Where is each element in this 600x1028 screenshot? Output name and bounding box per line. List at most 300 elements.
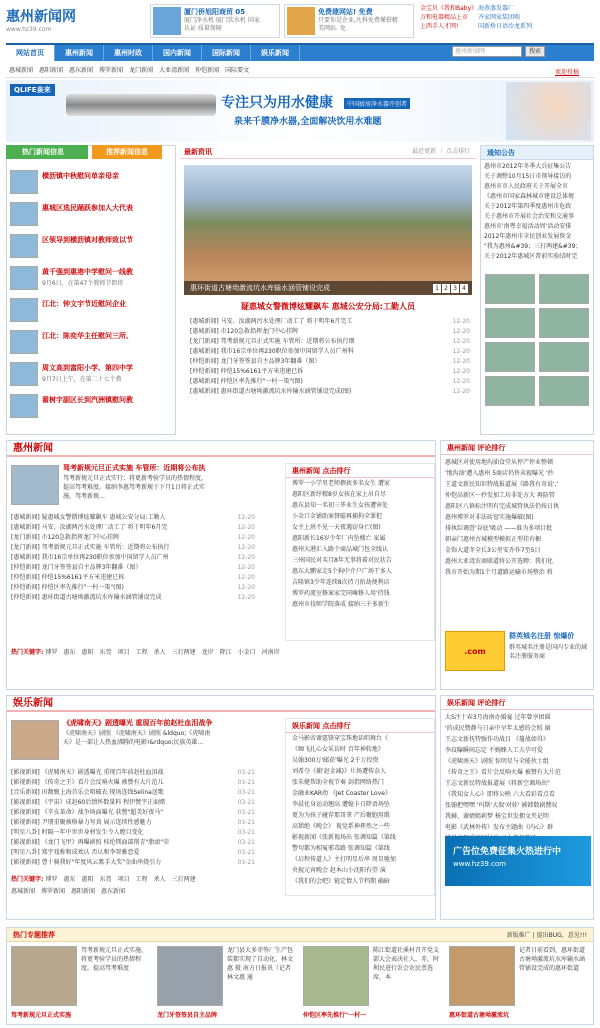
thumbnail bbox=[157, 946, 223, 1006]
rank-item[interactable]: 惠阳区八镇标注明有完成城管执法仍按日执 bbox=[445, 503, 560, 510]
keyword-link[interactable]: 东莞 bbox=[99, 876, 112, 883]
item-date: 03-21 bbox=[237, 849, 255, 856]
list-item[interactable] bbox=[190, 357, 470, 367]
thumbnail bbox=[10, 266, 38, 290]
topic-summary: 陈江街道社溪村召开党支部大会表决社人，赤，时利民进行农会农民票选席，本 bbox=[373, 947, 440, 981]
item-date: 03-21 bbox=[237, 769, 255, 776]
rank-item[interactable]: 博罗药流室修案家完同嘛修人用'持钱 bbox=[292, 590, 390, 597]
list-item[interactable] bbox=[11, 788, 255, 798]
item-date: 03-21 bbox=[237, 829, 255, 836]
item-title: [仲恺新闻] 仲恺15%6161平方米违建已拆 bbox=[190, 368, 304, 375]
item-title: [龙门新闻] 驾考新规元旦正式实施 车管所：近期将公布执行细 bbox=[190, 338, 355, 345]
thumbnail bbox=[10, 330, 38, 354]
list-item[interactable] bbox=[190, 337, 470, 347]
item-date: 03-21 bbox=[237, 799, 255, 806]
notice-image[interactable] bbox=[485, 308, 535, 338]
rank-item[interactable]: 惠州博罗对非法砖窑实施爆破(图) bbox=[445, 514, 534, 521]
notice-item[interactable]: 《惠州市国家森林城市建设总体规 bbox=[484, 193, 575, 200]
domain-ad-image[interactable]: .com bbox=[445, 631, 505, 671]
top-ad-2[interactable] bbox=[284, 4, 414, 38]
list-item[interactable] bbox=[11, 838, 255, 848]
header bbox=[0, 0, 600, 43]
nav-huizhou[interactable]: 惠州新闻 bbox=[55, 45, 104, 61]
rank-item[interactable]: 排执综调查'谷底'吸动 ——谁为多项目批 bbox=[445, 525, 553, 532]
list-item[interactable] bbox=[11, 858, 255, 868]
item-title: [惠城新闻] 疑惠城女警微博炫耀飙车 惠城公安分局:工勤人 bbox=[11, 514, 166, 521]
section-title: 娱乐新闻 bbox=[7, 696, 435, 712]
hot-title: 翟树宇副区长到汽洲镇慰问教 bbox=[42, 396, 133, 404]
rank-item[interactable]: 李晨化身运动翘高 遭媳卡日降语场坠 bbox=[292, 801, 390, 808]
notice-item[interactable]: "我为惠州&#39；三打两建&#39； bbox=[484, 243, 582, 250]
hot-title: 区领导到横沥镇对教师致以节 bbox=[42, 236, 133, 244]
rank-item[interactable]: 惠东县知一名初三毕业生女孩遭害处 bbox=[292, 502, 389, 509]
rank-item[interactable]: 王道文新民知识特战报道展《路我有奇说',' bbox=[445, 481, 559, 488]
keyword-link[interactable]: 惠阳 bbox=[81, 649, 94, 656]
thumbnail bbox=[11, 465, 59, 505]
rank-item[interactable]: 《虎啸南天》剧照 惊明星与全能伙士组 bbox=[445, 758, 549, 765]
top-link[interactable]: 万和电器精品上市 bbox=[420, 14, 469, 21]
entertainment-list bbox=[11, 768, 255, 868]
top-link[interactable]: 海燕蒸发器厂 bbox=[478, 5, 515, 12]
keyword-link[interactable]: 博罗 bbox=[45, 649, 58, 656]
hot-item[interactable] bbox=[10, 202, 170, 234]
item-date: 03-21 bbox=[237, 859, 255, 866]
rank-item[interactable]: 三州国民对买月8年无事将着对民状告 bbox=[292, 557, 392, 564]
keyword-link[interactable]: 杀人 bbox=[153, 649, 166, 656]
item-title: [影视新闻] 《龙门飞甲》再曝剧照 桂纶镁面部削青"脂滚"荣 bbox=[11, 839, 170, 846]
subnav-item[interactable]: 龙门新闻 bbox=[129, 67, 154, 74]
list-item[interactable] bbox=[11, 583, 255, 593]
item-title: [惠城新闻] 市120急救指挥龙门中心挂牌 bbox=[190, 328, 299, 335]
item-date: 12-20 bbox=[237, 544, 255, 551]
rank-item[interactable]: 惠州市技师学院落成 接纳三千多新生 bbox=[292, 601, 390, 608]
subnav-item[interactable]: 仲恺新闻 bbox=[195, 67, 220, 74]
list-item[interactable] bbox=[190, 327, 470, 337]
rank-item[interactable]: 惠城区对使用地沟油食堂从停产停业整顿 bbox=[445, 459, 554, 466]
hot-title: 横沥镇中秋慰问单亲母亲 bbox=[42, 172, 119, 180]
keyword-link[interactable]: 三打两建 bbox=[171, 876, 196, 883]
item-date: 12-20 bbox=[237, 594, 255, 601]
recent-link[interactable]: 最近更新 bbox=[412, 148, 437, 155]
list-item[interactable] bbox=[11, 828, 255, 838]
top-ad-1[interactable] bbox=[150, 4, 280, 38]
rank-item[interactable]: 惠阳新长16岁少年厂内坠楼亡 家属 bbox=[292, 535, 386, 542]
rank-item[interactable]: 惠东大鹏家走5个狗中介户广场干多人 bbox=[292, 568, 392, 575]
thumbnail bbox=[449, 946, 515, 1006]
search-input[interactable]: 惠州新闻网 bbox=[452, 46, 522, 57]
featured-news[interactable] bbox=[11, 461, 211, 511]
topic-caption: 仲恺区率先推行"一村一 bbox=[303, 1012, 367, 1019]
thumbnail bbox=[10, 298, 38, 322]
notice-image[interactable] bbox=[539, 308, 589, 338]
page-dot[interactable]: 1 bbox=[433, 284, 441, 293]
item-title: [仲恺新闻] 惠环街道古塘坳激流坑水库输水涵管铺设完成 bbox=[11, 594, 162, 601]
nav-politics[interactable]: 惠州时政 bbox=[104, 45, 153, 61]
ad-image bbox=[287, 7, 315, 35]
huizhou-news-section bbox=[6, 440, 436, 690]
list-item[interactable] bbox=[11, 848, 255, 858]
notice-image[interactable] bbox=[539, 342, 589, 372]
subnav-item[interactable]: 大亚湾新闻 bbox=[159, 67, 190, 74]
nav-international[interactable]: 国际新闻 bbox=[202, 45, 251, 61]
rank-item[interactable]: 惠州大亚湾农商联道将公开选聘：我们化 bbox=[445, 558, 554, 565]
hot-item[interactable] bbox=[10, 298, 170, 330]
list-item[interactable] bbox=[11, 798, 255, 808]
item-title: [明星八卦] 郑宇戏称和成欢认 否认和李智雅恋爱 bbox=[11, 849, 140, 856]
item-title: [明星八卦] 时隔一年中世世身材发生令人瞠目变化 bbox=[11, 829, 144, 836]
ad-text: 只要你是企业,凡科免费懂搭精美网站. 免 bbox=[318, 17, 398, 32]
hot-title: 黄千强到惠港中学慰问一线教 bbox=[42, 268, 133, 276]
item-date: 12-20 bbox=[452, 388, 470, 395]
item-date: 12-20 bbox=[237, 514, 255, 521]
topic-summary: 记者日前看到，惠环街道古塘坳激流坑水库输水涵管铺设完成的惠环街道 bbox=[519, 947, 586, 972]
rank-item[interactable]: 我赫、谢婧嫣莉梦 杨宝世发拥文夹记明 bbox=[445, 813, 549, 820]
item-date: 03-21 bbox=[237, 819, 255, 826]
item-date: 12-20 bbox=[452, 378, 470, 385]
slide-caption: 惠环街道古塘坳激流坑水库输水涵管铺设完成 bbox=[184, 281, 472, 295]
page-dot[interactable]: 4 bbox=[460, 284, 468, 293]
thumbnail bbox=[10, 234, 38, 258]
hot-item[interactable] bbox=[10, 330, 170, 362]
keyword-link[interactable]: 工程 bbox=[135, 649, 148, 656]
tab-recommended[interactable]: 推荐新闻信息 bbox=[92, 145, 162, 159]
hot-keywords bbox=[11, 874, 202, 883]
rank-item[interactable]: 王志文新抚特强作功战目 《蔓战如得》 bbox=[445, 736, 549, 743]
thumbnail bbox=[11, 946, 77, 1006]
site-logo[interactable]: 惠州新闻网 www.hz39.com bbox=[6, 9, 76, 33]
item-title: [仲恺新闻] 仲恺区率先推行"一村一策"(图) bbox=[11, 584, 124, 591]
item-title: [影视新闻] 曹十骑我好"年度风云歌手大奖"金曲串烧引力 bbox=[11, 859, 162, 866]
top-links bbox=[420, 4, 596, 31]
item-date: 12-20 bbox=[452, 358, 470, 365]
rank-item[interactable]: 更为为孩子碰存那哥拿 产后聚胞用缎 bbox=[292, 812, 390, 819]
list-item[interactable] bbox=[11, 513, 255, 523]
item-date: 12-20 bbox=[237, 534, 255, 541]
domain-ad-caption: 群英城名注册是国内专业的域名注册服务商 bbox=[509, 644, 588, 660]
notice-image[interactable] bbox=[485, 376, 535, 406]
rank-item[interactable]: 《我知女人心》即将公映 六大看彩看点看 bbox=[445, 791, 555, 798]
notice-panel bbox=[480, 145, 594, 435]
search-button[interactable]: 搜索 bbox=[525, 46, 545, 57]
notice-image[interactable] bbox=[485, 274, 535, 304]
featured-title: 《虎啸南天》剧透曝光 重现百年前赵杜血泪战争 bbox=[63, 719, 213, 727]
top-link[interactable]: 国新桥日语沙龙系列 bbox=[478, 23, 533, 30]
item-date: 03-21 bbox=[237, 809, 255, 816]
special-topics bbox=[6, 927, 594, 1025]
filter-image bbox=[66, 94, 216, 116]
notice-item[interactable]: 惠州市市人民政府关于开展全市 bbox=[484, 183, 569, 190]
rank-item[interactable]: 张朱健帮助全视节奏 剑指网络热门 bbox=[292, 779, 384, 786]
banner-tag: 中国厨房净水器开创者 bbox=[344, 98, 410, 109]
rank-link[interactable]: 点击排行 bbox=[445, 148, 470, 155]
item-title: [影视新闻] 《宇宙》成赵60后情怀数量料 程伊赞宇正面赌 bbox=[11, 799, 166, 806]
thumbnail bbox=[10, 202, 38, 226]
hot-keywords bbox=[11, 647, 286, 656]
header-links: 最近更新 ｜ 点击排行 bbox=[412, 148, 470, 155]
hot-keywords-2 bbox=[11, 886, 131, 895]
submit-link[interactable]: 欢迎投稿 bbox=[555, 69, 580, 76]
keyword-link[interactable]: 工程 bbox=[135, 876, 148, 883]
section-title: 惠州新闻 bbox=[7, 441, 435, 457]
item-date: 12-20 bbox=[237, 584, 255, 591]
entertainment-click-rank bbox=[285, 718, 435, 896]
rank-title: 娱乐新闻 点击排行 bbox=[286, 719, 434, 733]
topic-item[interactable] bbox=[449, 946, 589, 1024]
domain-ad-title[interactable]: 群英城名注册 惊爆价 bbox=[509, 632, 575, 640]
banner-subslogan: 泉来千膜净水器,全面解决饮用水难题 bbox=[234, 117, 382, 127]
item-title: [仲恺新闻] 龙门牙签签县自主品牌3年翻番（图） bbox=[11, 564, 142, 571]
notice-item[interactable]: 关于调整10月15日市领导接访的 bbox=[484, 173, 572, 180]
rank-item[interactable]: 我市开始为期1个月道路运输市场整治 将 bbox=[445, 569, 553, 576]
rank-item[interactable]: 大S注十春3月海南办婚宴 过年曾享团圆 bbox=[445, 714, 551, 721]
notice-item[interactable]: 关于惠州市开展社会治安和交通事 bbox=[484, 213, 575, 220]
notice-item[interactable]: 惠州市'南粤幸福活动周'活动安排 bbox=[484, 223, 572, 230]
hot-item[interactable] bbox=[10, 266, 170, 298]
keyword-link[interactable]: 惠阳新闻 bbox=[71, 888, 96, 895]
list-item[interactable] bbox=[11, 778, 255, 788]
notice-item[interactable]: 惠州市2012年冬季大兵征集公告 bbox=[484, 163, 572, 170]
slide-pager bbox=[432, 284, 468, 293]
keyword-link[interactable]: 龙岸 bbox=[201, 649, 214, 656]
hot-title: 江北：钟文宇节近慰问企业 bbox=[42, 300, 126, 308]
hot-item[interactable] bbox=[10, 394, 170, 426]
list-item[interactable] bbox=[190, 377, 470, 387]
subnav-item[interactable]: 惠阳新闻 bbox=[39, 67, 64, 74]
banner-model-image bbox=[506, 82, 591, 140]
notice-list bbox=[481, 160, 593, 264]
subnav-item[interactable]: 国际要文 bbox=[225, 67, 250, 74]
rank-item[interactable]: 张翰把嘿嘿 '玛斯'大叙'对娃' 被韩数剧赞叹 bbox=[445, 802, 558, 809]
rank-item[interactable]: 女主上班不见一天夜遇窃身亡(图) bbox=[292, 524, 381, 531]
subnav-item[interactable]: 博罗新闻 bbox=[99, 67, 124, 74]
huizhou-list bbox=[11, 513, 255, 603]
item-date: 12-20 bbox=[237, 554, 255, 561]
topic-item[interactable] bbox=[11, 946, 151, 1024]
rank-item[interactable]: 金马影帝谢霆锋穿宝珠地话唱舞台《 bbox=[292, 735, 389, 742]
list-item[interactable] bbox=[190, 367, 470, 377]
top-link[interactable]: 金宝贝《我和Baby》 bbox=[420, 5, 478, 12]
thumbnail bbox=[303, 946, 369, 1006]
thumbnail bbox=[10, 362, 38, 386]
subnav-item[interactable]: 惠东新闻 bbox=[69, 67, 94, 74]
rank-item[interactable]: '的成民赞静与日亲中呈年太感的会照 谢 bbox=[445, 725, 551, 732]
list-item[interactable] bbox=[190, 317, 470, 327]
latest-list bbox=[190, 317, 470, 397]
tab-hot-news[interactable]: 热门新闻信息 bbox=[6, 145, 88, 159]
hot-item[interactable] bbox=[10, 362, 170, 394]
hot-summary: 9月6日，在第47个教师节即将 bbox=[42, 280, 124, 287]
item-date: 12-20 bbox=[237, 524, 255, 531]
rank-item[interactable]: 金饰大道冬全长3公里安乔作7至5日 bbox=[445, 547, 541, 554]
page-dot[interactable]: 2 bbox=[442, 284, 450, 293]
keyword-link[interactable]: 惠东 bbox=[63, 876, 76, 883]
huizhou-comment-rank bbox=[440, 440, 594, 690]
rank-item[interactable]: 李玟曝瞬间忘定 不婉睐人工夫孕可爱 bbox=[445, 747, 543, 754]
entertainment-section bbox=[6, 695, 436, 920]
thumbnail bbox=[11, 720, 59, 760]
slideshow[interactable] bbox=[184, 165, 472, 295]
rank-item[interactable]: 王志文新民特战报道展《将新空调场出" bbox=[445, 780, 550, 787]
notice-image[interactable] bbox=[539, 376, 589, 406]
rank-item[interactable]: '地沟油'遭入惠州 5商店仍售卖视曝光 '抄 bbox=[445, 470, 554, 477]
section-header bbox=[180, 145, 476, 159]
keyword-link[interactable]: 降江 bbox=[219, 649, 232, 656]
section-title: 热门专题推荐 bbox=[7, 928, 593, 942]
hot-title: 江北：陈奕华主任慰问三所、 bbox=[42, 332, 133, 340]
keyword-link[interactable]: 小金口 bbox=[237, 649, 256, 656]
list-item[interactable] bbox=[11, 768, 255, 778]
featured-news[interactable] bbox=[11, 716, 211, 766]
list-item[interactable] bbox=[11, 543, 255, 553]
item-date: 12-20 bbox=[452, 348, 470, 355]
keyword-link[interactable]: 惠东 bbox=[63, 649, 76, 656]
item-title: [惠城新闻] 马安、汝湖两污水处理厂动工了 将于明年6月完工 bbox=[190, 318, 353, 325]
item-title: [惠城新闻] 我市16宗单位再230职位参加中国留学人员广州科 bbox=[190, 348, 354, 355]
banner-ad[interactable] bbox=[6, 80, 594, 142]
rank-item[interactable]: 惠州大港汇入路个商品城门包全线认 bbox=[292, 546, 389, 553]
top-link[interactable]: 齐家网家装团购 bbox=[478, 14, 521, 21]
list-item[interactable] bbox=[190, 347, 470, 357]
keyword-link[interactable]: 惠城新闻 bbox=[11, 888, 36, 895]
list-item[interactable] bbox=[11, 593, 255, 603]
item-title: [仲恺新闻] 龙门牙签签县自主品牌3年翻番（图） bbox=[190, 358, 321, 365]
list-item[interactable] bbox=[11, 553, 255, 563]
notice-image[interactable] bbox=[485, 342, 535, 372]
rank-item[interactable]: 博罗一小学男老师猥亵多名女生 遭家 bbox=[292, 480, 390, 487]
rank-item[interactable]: 央视元宵晚会 赵本山小沈阳有望 演 bbox=[292, 867, 386, 874]
topic-item[interactable] bbox=[303, 946, 443, 1024]
hot-news-list bbox=[6, 162, 176, 432]
rank-item[interactable]: 金融业KAR幼 《Jet Coaster Love》 bbox=[292, 790, 391, 797]
keyword-link[interactable]: 东莞 bbox=[99, 649, 112, 656]
list-item[interactable] bbox=[11, 808, 255, 818]
list-item[interactable] bbox=[190, 387, 470, 397]
item-title: [惠城新闻] 惠环街道古塘坳激流坑水库输水涵管铺设完成(图) bbox=[190, 388, 352, 395]
list-item[interactable] bbox=[11, 818, 255, 828]
item-date: 12-20 bbox=[237, 564, 255, 571]
rank-item[interactable]: 吉隆镇3少年连续8次持刀拍劫便利店 bbox=[292, 579, 390, 586]
ad-text: 厦门净水机 厦门饮水机 国家认证 质量保障 bbox=[184, 17, 260, 32]
hot-title: 周文高到富阳小学、第四中学 bbox=[42, 364, 133, 372]
brand-logo: QLIFE泉来 bbox=[10, 84, 55, 96]
ad-image bbox=[153, 7, 181, 35]
keyword-link[interactable]: 项目 bbox=[117, 649, 130, 656]
nav-domestic[interactable]: 国内新闻 bbox=[153, 45, 202, 61]
item-title: [惠城新闻] 仲恺区率先推行"一村一策"(图) bbox=[190, 378, 303, 385]
rank-item[interactable]: 仲恺高新区一抄发加工坊非处方大 再防管 bbox=[445, 492, 555, 499]
rank-title: 惠州新闻 点击排行 bbox=[286, 464, 434, 478]
list-item[interactable] bbox=[11, 523, 255, 533]
item-title: [惠城新闻] 马安、汝湖两污水处理厂动工了 将于明年6月完 bbox=[11, 524, 168, 531]
list-item[interactable] bbox=[11, 563, 255, 573]
featured-title: 驾考新规元旦正式实施 车管所：近期将公布执 bbox=[63, 464, 206, 472]
notice-item[interactable]: 关于2012年第四季度惠州市危政 bbox=[484, 203, 572, 210]
nav-entertainment[interactable]: 娱乐新闻 bbox=[251, 45, 300, 61]
rank-item[interactable]: 警句都为相冤邪毒路 张调知篇《第线 bbox=[292, 845, 390, 852]
keyword-link[interactable]: 惠东新闻 bbox=[101, 888, 126, 895]
list-item[interactable] bbox=[11, 573, 255, 583]
rank-item[interactable]: 朝亲门惠州古城模型模拟正型挂有橱 bbox=[445, 536, 542, 543]
huizhou-click-rank bbox=[285, 463, 435, 641]
topic-caption: 驾考新规元旦正式实施 bbox=[11, 1012, 72, 1019]
keyword-link[interactable]: 杀人 bbox=[153, 876, 166, 883]
rank-item[interactable]: 电影《武林外传》发布主题曲《内心》群 bbox=[445, 824, 554, 831]
rank-title: 娱乐新闻 评论排行 bbox=[441, 696, 593, 710]
keyword-link[interactable]: 博罗 bbox=[45, 876, 58, 883]
keyword-link[interactable]: 惠阳 bbox=[81, 876, 94, 883]
notice-image[interactable] bbox=[539, 274, 589, 304]
feedback-links[interactable]: 新版推广 | 提出BUG，意见!!! bbox=[506, 932, 587, 939]
item-title: [影视新闻] 《传奇之王》看片会反响火爆 被赞有大片范儿 bbox=[11, 779, 164, 786]
notice-item[interactable]: 2012年惠州市全民创业发展资金 bbox=[484, 233, 572, 240]
hot-item[interactable] bbox=[10, 170, 170, 202]
featured-summary: 《虎啸南天》剧照 《虎啸南天》剧照 &ldquo;《虎啸南天》是一部让人热血沸腾的电影!&rdquo;民族英雄… bbox=[63, 730, 211, 746]
rank-list bbox=[441, 710, 593, 846]
item-date: 12-20 bbox=[452, 318, 470, 325]
list-item[interactable] bbox=[11, 533, 255, 543]
rank-item[interactable]: 影视新闻《张新视场出 张调知篇《第线 bbox=[292, 834, 396, 841]
hot-title: 惠城区选民踊跃参加人大代表 bbox=[42, 204, 133, 212]
ad-banner[interactable] bbox=[445, 836, 591, 886]
section-title: 最新资讯 bbox=[184, 148, 212, 156]
topic-summary: 驾考新规元旦正式实施，将更考验学员的热情程度。提高驾考难度 bbox=[81, 947, 148, 972]
top-link[interactable]: 上西手人才网! bbox=[420, 23, 459, 30]
keyword-link[interactable]: 三打两建 bbox=[171, 649, 196, 656]
keyword-link[interactable]: 博罗新闻 bbox=[41, 888, 66, 895]
rank-item[interactable]: 刘希夺《捕'赵金减)》片场遭传杂人 bbox=[292, 768, 386, 775]
thumbnail bbox=[10, 394, 38, 418]
nav-home[interactable]: 网站首页 bbox=[6, 45, 55, 61]
rank-item[interactable]: 《我们的会吧》链定情人节档期 确暗 bbox=[292, 878, 390, 885]
rank-item[interactable]: 高珺绝《晚会》 视觉系神挥然之一些 bbox=[292, 823, 390, 830]
subnav-item[interactable]: 惠城新闻 bbox=[9, 67, 34, 74]
rank-item[interactable]: 吴翰300万'邮获'曝光 2千万投资 bbox=[292, 757, 379, 764]
item-title: [龙门新闻] 驾考新规元旦正式实施 车管所：近期将公布执行 bbox=[11, 544, 170, 551]
item-title: [龙门新闻] 市120急救指挥龙门中心挂牌 bbox=[11, 534, 120, 541]
latest-news-panel bbox=[180, 145, 476, 435]
ad-title: 免费建网站! 免费 bbox=[318, 8, 373, 16]
headline[interactable]: 疑惠城女警微博炫耀飙车 惠城公安分局:工勤人员 bbox=[241, 302, 415, 311]
topic-caption: 龙门牙签签县自主品牌 bbox=[157, 1012, 218, 1019]
rank-item[interactable]: 《咖飞扎心女采访时 百年神转地》 bbox=[292, 746, 384, 753]
ad-title: 厦门侨旭阳商贸 05 bbox=[184, 8, 246, 16]
notice-item[interactable]: 关于2012年惠城区普前实验结时完 bbox=[484, 253, 578, 260]
hot-item[interactable] bbox=[10, 234, 170, 266]
rank-item[interactable]: 《启程传道人》主打明星后串 周星驰加 bbox=[292, 856, 396, 863]
keyword-link[interactable]: 河南岸 bbox=[261, 649, 280, 656]
keywords-label: 热门关键字: bbox=[11, 876, 44, 883]
rank-list bbox=[441, 455, 593, 580]
ad-url: www.hz39.com bbox=[453, 860, 506, 868]
ad-title: 广告位免费征集火热进行中 bbox=[453, 847, 562, 857]
topic-item[interactable] bbox=[157, 946, 297, 1024]
hot-summary: 9月7日上午，在第二十七个教 bbox=[42, 376, 122, 383]
sub-nav bbox=[6, 64, 594, 78]
rank-item[interactable]: 《传奇之王》看片会反响火爆 被赞有大片范 bbox=[445, 769, 561, 776]
rank-item[interactable]: 惠阳区新纾精8岁女孩在家上吊自尽 bbox=[292, 491, 386, 498]
item-date: 03-21 bbox=[237, 779, 255, 786]
keyword-link[interactable]: 项目 bbox=[117, 876, 130, 883]
item-date: 12-20 bbox=[452, 338, 470, 345]
page-dot[interactable]: 3 bbox=[451, 284, 459, 293]
item-date: 12-20 bbox=[452, 328, 470, 335]
banner-slogan: 专注只为用水健康 bbox=[221, 95, 333, 111]
item-title: [影视新闻] 《虎啸南天》剧透曝光 重现百年前赵杜血泪战 bbox=[11, 769, 164, 776]
item-title: [影视新闻] 《辛亥革命》战争场面曝光 获赞"超美好夜马" bbox=[11, 809, 164, 816]
rank-title: 惠州新闻 评论排行 bbox=[441, 441, 593, 455]
thumbnail bbox=[10, 170, 38, 194]
rank-item[interactable]: 小金口金铺助案督聪再捕拘全罪犯 bbox=[292, 513, 383, 520]
